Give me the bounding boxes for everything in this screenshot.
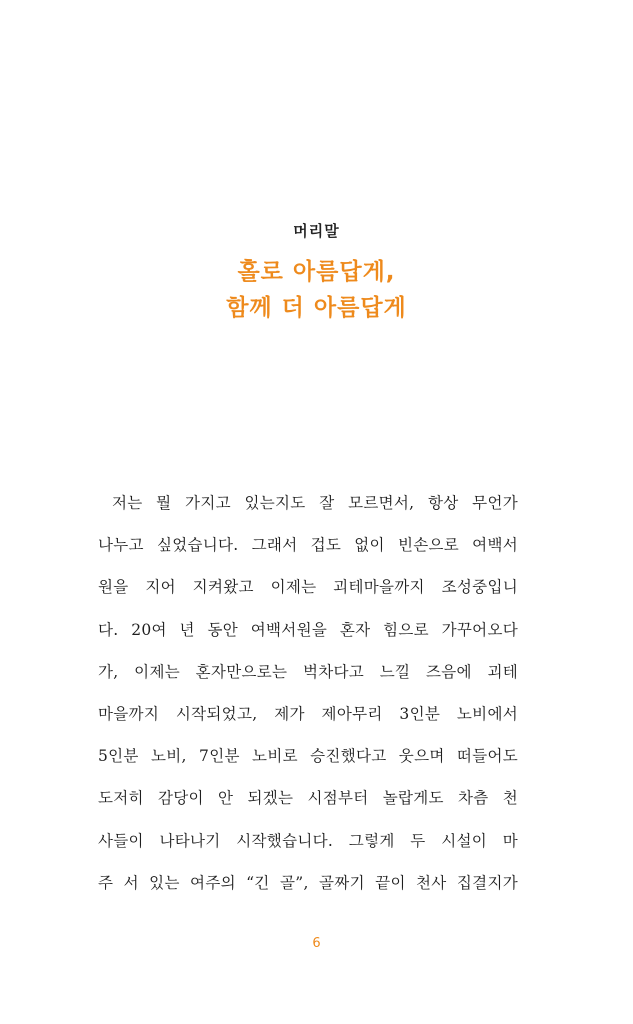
body-line: 사들이 나타나기 시작했습니다. 그렇게 두 시설이 마 xyxy=(98,831,518,850)
body-line: 마을까지 시작되었고, 제가 제아무리 3인분 노비에서 xyxy=(98,704,518,723)
body-line: 원을 지어 지켜왔고 이제는 괴테마을까지 조성중입니 xyxy=(98,578,518,597)
chapter-title-line-2: 함께 더 아름답게 xyxy=(226,295,407,321)
page-number: 6 xyxy=(312,936,321,951)
body-line: 5인분 노비, 7인분 노비로 승진했다고 웃으며 떠들어도 xyxy=(98,747,518,766)
body-paragraph xyxy=(98,482,518,904)
section-label: 머리말 xyxy=(293,222,340,240)
body-line: 주 서 있는 여주의 “긴 골”, 골짜기 끝이 천사 집결지가 xyxy=(98,873,518,892)
body-line: 가, 이제는 혼자만으로는 벅차다고 느낄 즈음에 괴테 xyxy=(98,662,518,681)
body-line: 나누고 싶었습니다. 그래서 겁도 없이 빈손으로 여백서 xyxy=(98,536,518,555)
body-line: 저는 뭘 가지고 있는지도 잘 모르면서, 항상 무언가 xyxy=(112,494,518,512)
body-line: 다. 20여 년 동안 여백서원을 혼자 힘으로 가꾸어오다 xyxy=(98,620,518,639)
body-line: 도저히 감당이 안 되겠는 시점부터 놀랍게도 차츰 천 xyxy=(98,789,518,808)
chapter-title-line-1: 홀로 아름답게, xyxy=(237,259,396,285)
